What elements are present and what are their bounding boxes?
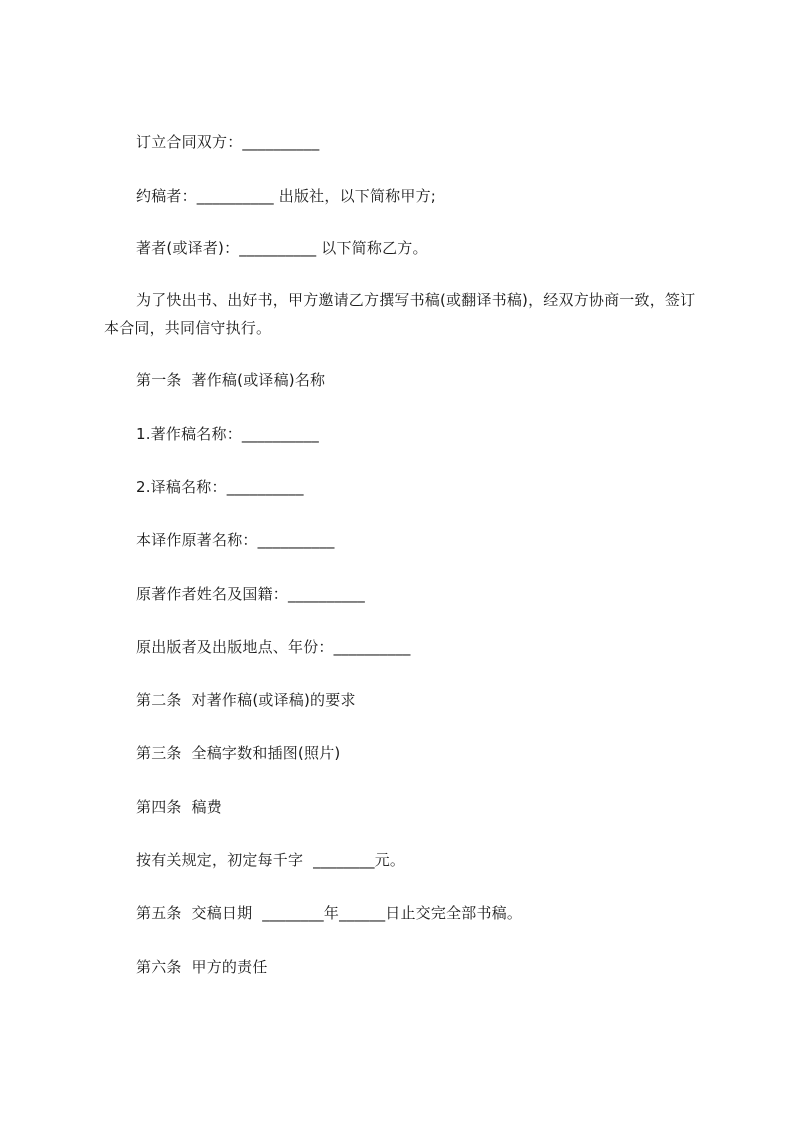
article-3-heading: 第三条 全稿字数和插图(照片)	[136, 744, 341, 762]
original-author-line: 原著作者姓名及国籍：__________	[136, 585, 366, 603]
article-4-heading: 第四条 稿费	[136, 798, 222, 816]
item-1-line: 1.著作稿名称：__________	[136, 425, 319, 443]
intro-paragraph	[104, 286, 704, 342]
commissioner-line: 约稿者：__________ 出版社，以下简称甲方;	[136, 187, 437, 205]
author-line: 著者(或译者)：__________ 以下简称乙方。	[136, 239, 428, 257]
fee-line: 按有关规定，初定每千字 ________元。	[136, 851, 406, 869]
original-publisher-line: 原出版者及出版地点、年份：__________	[136, 638, 411, 656]
article-5-line: 第五条 交稿日期 ________年______日止交完全部书稿。	[136, 904, 523, 922]
intro-paragraph-text: 为了快出书、出好书，甲方邀请乙方撰写书稿(或翻译书稿)，经双方协商一致，签订本合同，共同信守执行。	[104, 291, 696, 337]
article-1-heading: 第一条 著作稿(或译稿)名称	[136, 371, 326, 389]
item-2-line: 2.译稿名称：__________	[136, 478, 304, 496]
article-2-heading: 第二条 对著作稿(或译稿)的要求	[136, 691, 356, 709]
original-title-line: 本译作原著名称：__________	[136, 531, 335, 549]
article-6-heading: 第六条 甲方的责任	[136, 958, 268, 976]
contract-parties-line: 订立合同双方：__________	[136, 133, 320, 151]
